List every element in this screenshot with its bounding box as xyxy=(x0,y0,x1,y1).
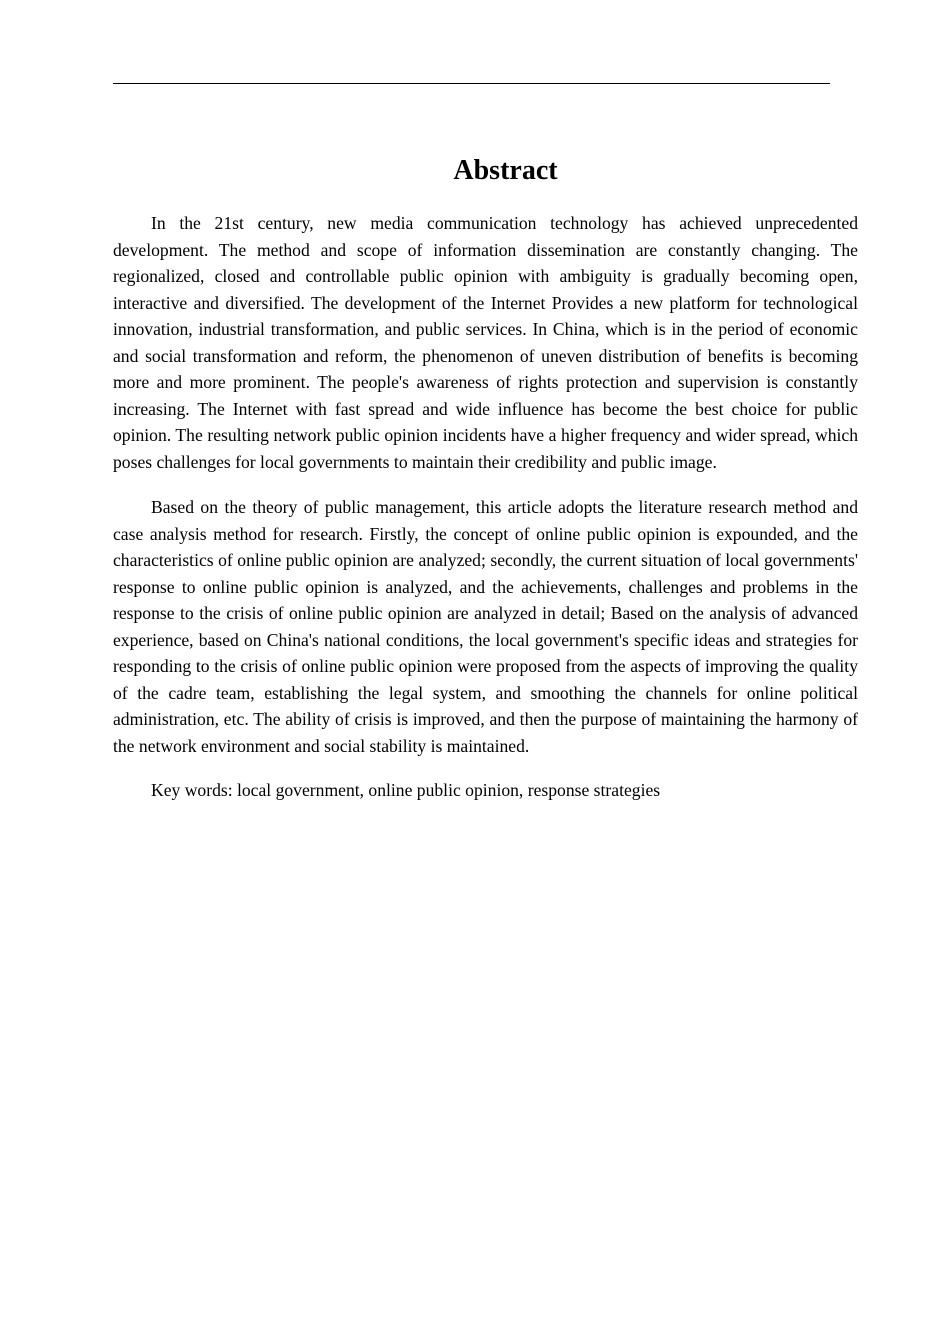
keywords-line: Key words: local government, online public opinion, response strategies xyxy=(151,780,661,800)
abstract-title: Abstract xyxy=(453,155,558,186)
abstract-paragraph-1: In the 21st century, new media communication technology has achieved unprecedented development. The method and scope of information dissemination are constantly changing. The regionalized, closed and controllable public opinion with ambiguity is gradually becoming open, interactive and diversified. The development of the Internet Provides a new platform for technological innovation, industrial transformation, and public services. In China, which is in the period of economic and social transformation and reform, the phenomenon of uneven distribution of benefits is becoming more and more prominent. The people's awareness of rights protection and supervision is constantly increasing. The Internet with fast spread and wide influence has become the best choice for public opinion. The resulting network public opinion incidents have a higher frequency and wider spread, which poses challenges for local governments to maintain their credibility and public image. xyxy=(113,213,858,472)
abstract-section xyxy=(113,152,858,804)
abstract-paragraph-2: Based on the theory of public management, this article adopts the literature research method and case analysis method for research. Firstly, the concept of online public opinion is expounded, and the characteristics of online public opinion are analyzed; secondly, the current situation of local governments' response to online public opinion is analyzed, and the achievements, challenges and problems in the response to the crisis of online public opinion are analyzed in detail; Based on the analysis of advanced experience, based on China's national conditions, the local government's specific ideas and strategies for responding to the crisis of online public opinion were proposed from the aspects of improving the quality of the cadre team, establishing the legal system, and smoothing the channels for online political administration, etc. The ability of crisis is improved, and then the purpose of maintaining the harmony of the network environment and social stability is maintained. xyxy=(113,497,858,756)
header-rule xyxy=(113,83,830,84)
